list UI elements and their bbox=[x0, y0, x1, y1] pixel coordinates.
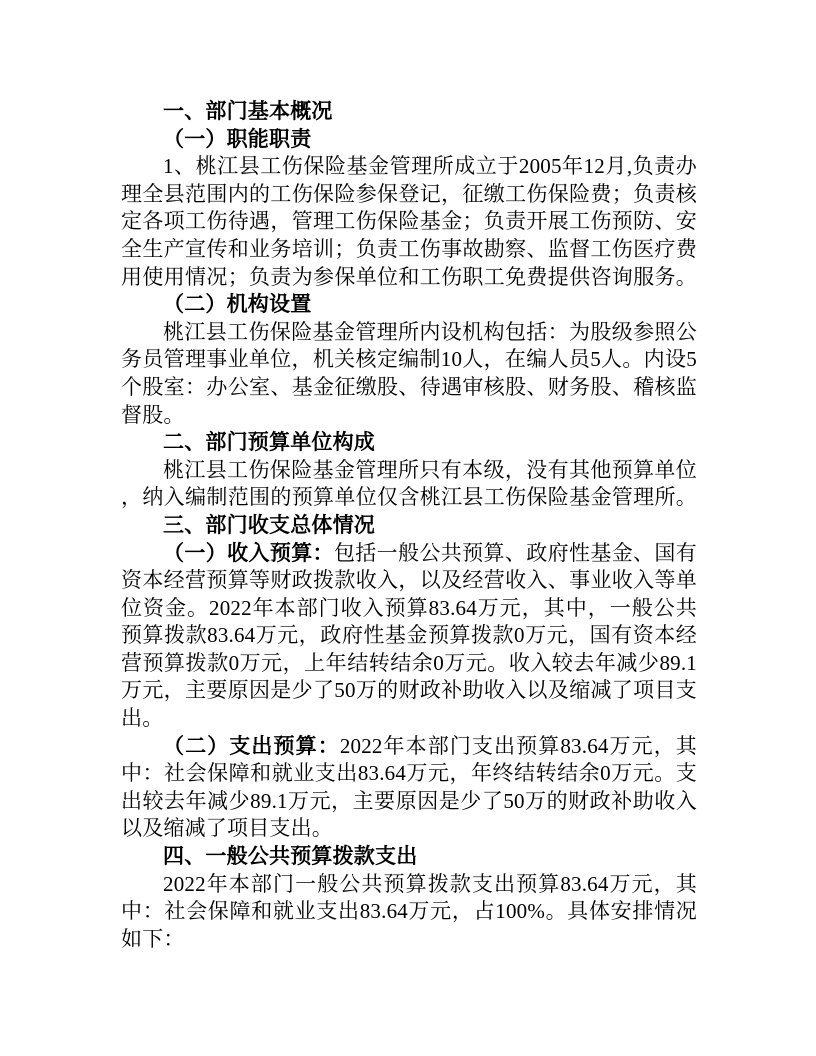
text-line bbox=[121, 484, 697, 512]
section-heading bbox=[121, 512, 697, 540]
text-line bbox=[121, 208, 697, 236]
text-line bbox=[121, 402, 697, 430]
section-heading bbox=[121, 98, 697, 126]
text-line bbox=[121, 153, 697, 181]
text-line bbox=[121, 264, 697, 292]
text-line bbox=[121, 926, 697, 954]
text-run: 2022年本部门一般公共预算拨款支出预算83.64万元，其 bbox=[163, 871, 697, 896]
text-run: 全生产宣传和业务培训；负责工伤事故勘察、监督工伤医疗费 bbox=[121, 236, 697, 261]
text-run: 务员管理事业单位，机关核定编制10人，在编人员5人。内设5 bbox=[121, 347, 697, 372]
bold-text-run: （一）职能职责 bbox=[163, 126, 312, 151]
bold-text-run: （一）收入预算： bbox=[163, 540, 334, 565]
text-run: 位资金。2022年本部门收入预算83.64万元，其中，一般公共 bbox=[121, 595, 697, 620]
text-run: 理全县范围内的工伤保险参保登记，征缴工伤保险费；负责核 bbox=[121, 181, 697, 206]
section-heading bbox=[121, 291, 697, 319]
section-heading bbox=[121, 843, 697, 871]
text-run: 用使用情况；负责为参保单位和工伤职工免费提供咨询服务。 bbox=[121, 264, 697, 289]
text-run: 中：社会保障和就业支出83.64万元，占100%。具体安排情况 bbox=[121, 899, 697, 924]
bold-text-run: 四、一般公共预算拨款支出 bbox=[163, 844, 418, 869]
bold-text-run: （二）机构设置 bbox=[163, 292, 312, 317]
text-run: 桃江县工伤保险基金管理所只有本级，没有其他预算单位 bbox=[163, 457, 697, 482]
text-line bbox=[121, 733, 697, 761]
text-run: 如下： bbox=[121, 926, 185, 951]
text-run: 中：社会保障和就业支出83.64万元，年终结转结余0万元。支 bbox=[121, 761, 697, 786]
text-line bbox=[121, 236, 697, 264]
text-line bbox=[121, 677, 697, 705]
text-run: 出。 bbox=[121, 706, 164, 731]
section-heading bbox=[121, 429, 697, 457]
text-run: 定各项工伤待遇，管理工伤保险基金；负责开展工伤预防、安 bbox=[121, 209, 697, 234]
text-line bbox=[121, 705, 697, 733]
text-run: 营预算拨款0万元，上年结转结余0万元。收入较去年减少89.1 bbox=[121, 650, 697, 675]
document-body bbox=[121, 98, 697, 953]
text-run: 包括一般公共预算、政府性基金、国有 bbox=[333, 540, 697, 565]
text-line bbox=[121, 346, 697, 374]
text-line bbox=[121, 457, 697, 485]
text-run: 以及缩减了项目支出。 bbox=[121, 816, 333, 841]
section-heading bbox=[121, 126, 697, 154]
bold-text-run: 二、部门预算单位构成 bbox=[163, 430, 375, 455]
text-run: 2022年本部门支出预算83.64万元，其 bbox=[339, 733, 698, 758]
text-run: 桃江县工伤保险基金管理所内设机构包括：为股级参照公 bbox=[163, 319, 697, 344]
text-line bbox=[121, 567, 697, 595]
bold-text-run: （二）支出预算： bbox=[163, 733, 340, 758]
text-line bbox=[121, 815, 697, 843]
text-line bbox=[121, 595, 697, 623]
text-line bbox=[121, 898, 697, 926]
text-run: 资本经营预算等财政拨款收入，以及经营收入、事业收入等单 bbox=[121, 568, 697, 593]
bold-text-run: 三、部门收支总体情况 bbox=[163, 512, 375, 537]
bold-text-run: 一、部门基本概况 bbox=[163, 99, 333, 123]
text-line bbox=[121, 181, 697, 209]
text-run: 个股室：办公室、基金征缴股、待遇审核股、财务股、稽核监 bbox=[121, 374, 697, 399]
text-line bbox=[121, 650, 697, 678]
text-line bbox=[121, 622, 697, 650]
text-run: ，纳入编制范围的预算单位仅含桃江县工伤保险基金管理所。 bbox=[121, 485, 697, 510]
text-line bbox=[121, 374, 697, 402]
text-run: 出较去年减少89.1万元，主要原因是少了50万的财政补助收入 bbox=[121, 788, 697, 813]
text-run: 督股。 bbox=[121, 402, 185, 427]
text-run: 1、桃江县工伤保险基金管理所成立于2005年12月,负责办 bbox=[163, 154, 697, 179]
text-line bbox=[121, 760, 697, 788]
text-run: 预算拨款83.64万元，政府性基金预算拨款0万元，国有资本经 bbox=[121, 623, 697, 648]
text-line bbox=[121, 788, 697, 816]
text-line bbox=[121, 871, 697, 899]
text-run: 万元，主要原因是少了50万的财政补助收入以及缩减了项目支 bbox=[121, 678, 697, 703]
text-line bbox=[121, 540, 697, 568]
text-line bbox=[121, 319, 697, 347]
